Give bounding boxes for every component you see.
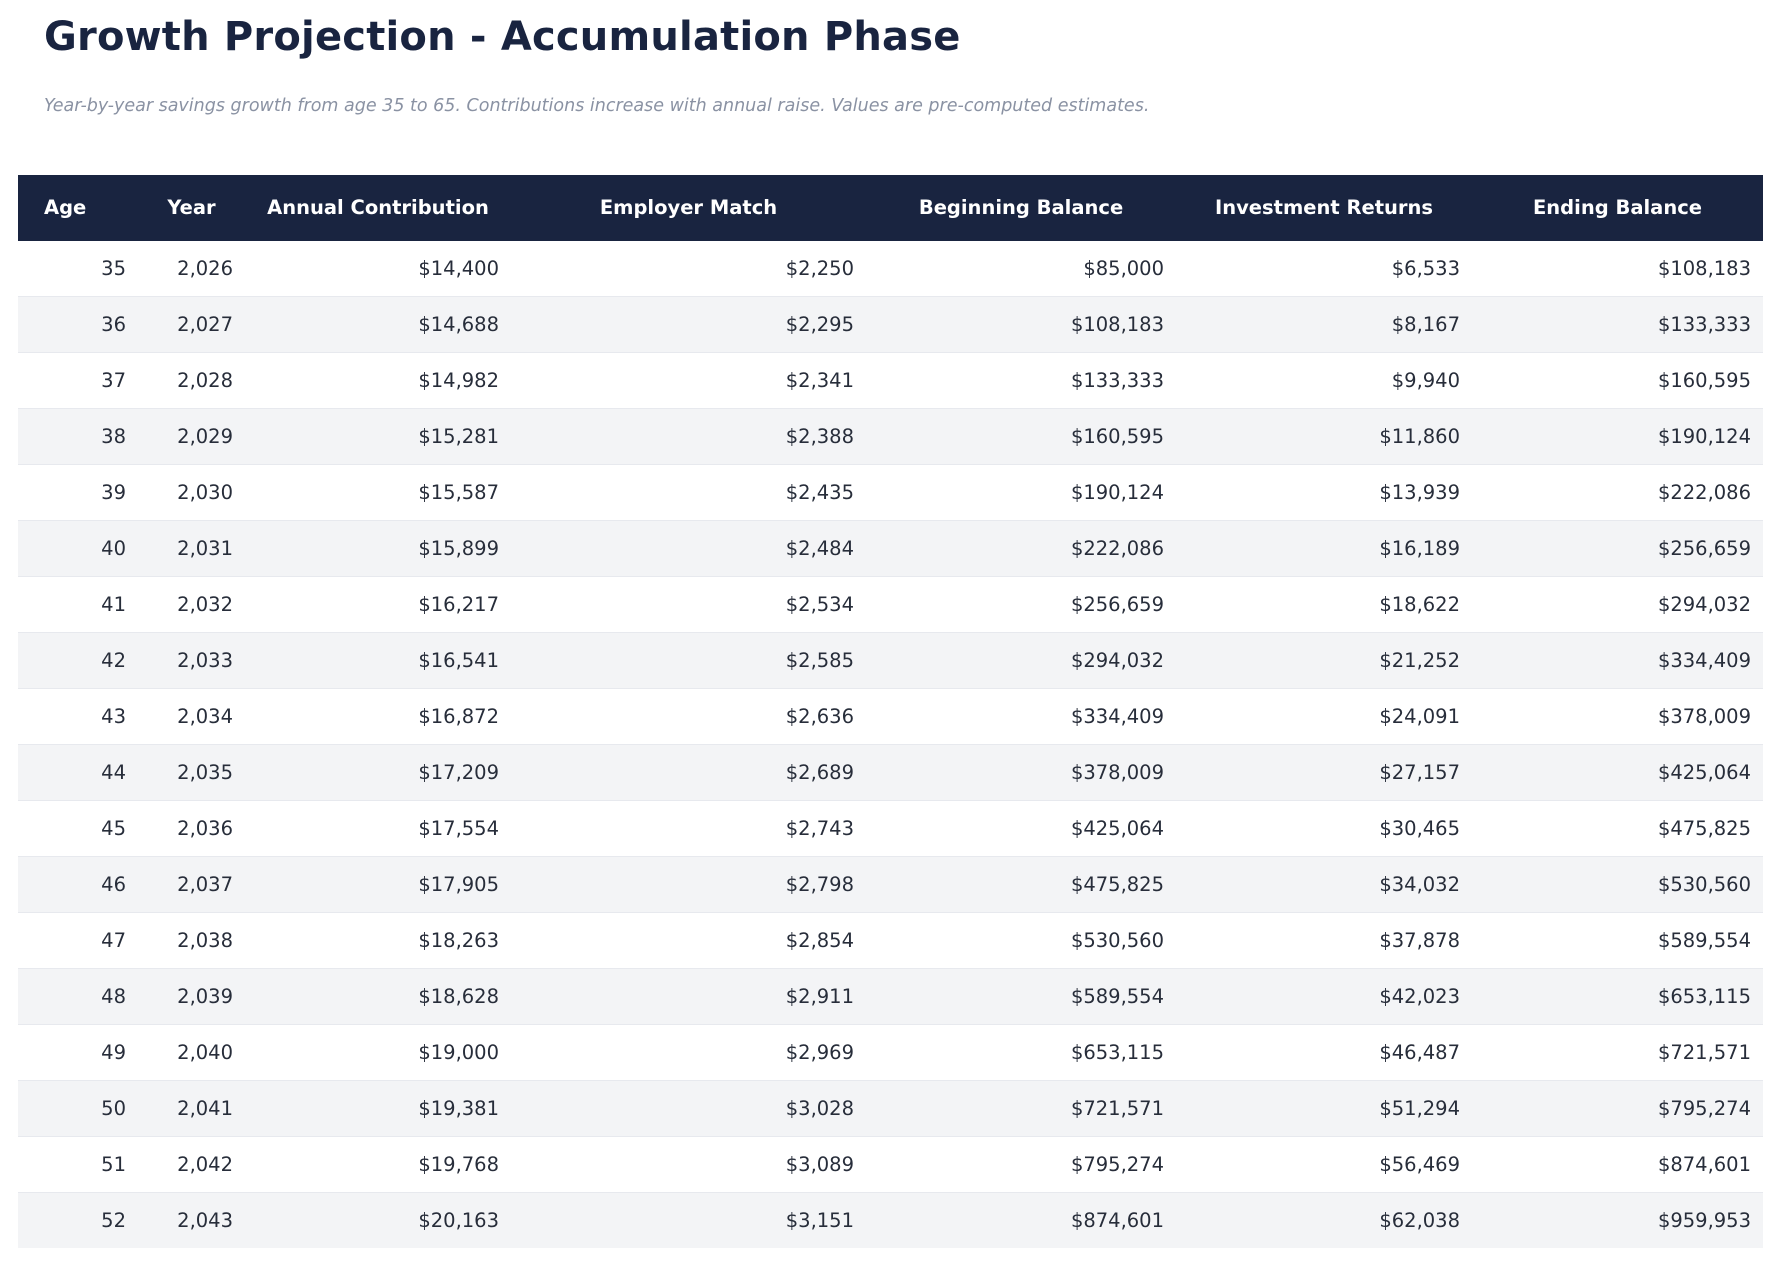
cell-age: 42 (18, 632, 138, 688)
cell-age: 52 (18, 1192, 138, 1248)
table-row (18, 744, 1763, 800)
cell-employer-match: $2,388 (511, 408, 866, 464)
cell-year: 2,036 (138, 800, 245, 856)
cell-annual-contribution: $14,688 (245, 296, 511, 352)
cell-annual-contribution: $17,554 (245, 800, 511, 856)
cell-ending-balance: $190,124 (1472, 408, 1763, 464)
table-row (18, 296, 1763, 352)
cell-year: 2,035 (138, 744, 245, 800)
cell-annual-contribution: $16,872 (245, 688, 511, 744)
cell-age: 44 (18, 744, 138, 800)
cell-investment-returns: $6,533 (1391, 256, 1460, 280)
table-row (18, 968, 1763, 1024)
cell-employer-match: $2,911 (511, 968, 866, 1024)
cell-age: 41 (18, 576, 138, 632)
cell-investment-returns: $34,032 (1176, 856, 1472, 912)
cell-investment-returns: $21,252 (1176, 632, 1472, 688)
cell-year: 2,038 (138, 912, 245, 968)
cell-annual-contribution: $17,209 (245, 744, 511, 800)
table-row (18, 1136, 1763, 1192)
cell-investment-returns: $42,023 (1176, 968, 1472, 1024)
cell-ending-balance: $160,595 (1472, 352, 1763, 408)
cell-ending-balance: $475,825 (1472, 800, 1763, 856)
cell-age: 37 (18, 352, 138, 408)
cell-year: 2,032 (138, 576, 245, 632)
cell-age: 35 (101, 256, 126, 280)
cell-age: 36 (18, 296, 138, 352)
cell-year: 2,041 (138, 1080, 245, 1136)
table-body (18, 241, 1763, 1248)
cell-annual-contribution: $16,541 (245, 632, 511, 688)
cell-investment-returns: $11,860 (1176, 408, 1472, 464)
cell-year: 2,040 (138, 1024, 245, 1080)
cell-beginning-balance: $190,124 (866, 464, 1176, 520)
cell-year: 2,030 (138, 464, 245, 520)
cell-employer-match: $2,689 (511, 744, 866, 800)
cell-age: 39 (18, 464, 138, 520)
cell-year: 2,042 (138, 1136, 245, 1192)
column-header-year: Year (138, 175, 245, 241)
table-row (18, 856, 1763, 912)
cell-employer-match: $2,484 (511, 520, 866, 576)
cell-ending-balance: $795,274 (1472, 1080, 1763, 1136)
cell-annual-contribution: $15,587 (245, 464, 511, 520)
cell-annual-contribution: $14,982 (245, 352, 511, 408)
cell-ending-balance: $222,086 (1472, 464, 1763, 520)
cell-beginning-balance: $378,009 (866, 744, 1176, 800)
cell-employer-match: $2,743 (511, 800, 866, 856)
cell-ending-balance: $530,560 (1472, 856, 1763, 912)
cell-beginning-balance: $85,000 (1083, 256, 1164, 280)
cell-beginning-balance: $589,554 (866, 968, 1176, 1024)
cell-investment-returns: $27,157 (1176, 744, 1472, 800)
cell-beginning-balance: $653,115 (866, 1024, 1176, 1080)
table-row (18, 408, 1763, 464)
column-header-age: Age (18, 175, 138, 241)
column-header-beginning-balance: Beginning Balance (866, 175, 1176, 241)
cell-beginning-balance: $795,274 (866, 1136, 1176, 1192)
cell-beginning-balance: $475,825 (866, 856, 1176, 912)
cell-beginning-balance: $256,659 (866, 576, 1176, 632)
cell-ending-balance: $334,409 (1472, 632, 1763, 688)
cell-annual-contribution: $18,263 (245, 912, 511, 968)
cell-ending-balance: $874,601 (1472, 1136, 1763, 1192)
cell-ending-balance: $108,183 (1657, 256, 1751, 280)
cell-age: 45 (18, 800, 138, 856)
cell-age: 40 (18, 520, 138, 576)
cell-investment-returns: $62,038 (1176, 1192, 1472, 1248)
cell-employer-match: $2,636 (511, 688, 866, 744)
cell-investment-returns: $8,167 (1176, 296, 1472, 352)
cell-investment-returns: $18,622 (1176, 576, 1472, 632)
cell-employer-match: $2,435 (511, 464, 866, 520)
page-subtitle: Year-by-year savings growth from age 35 to 65. Contributions increase with annual raise. Values are pre-computed estimates. (44, 96, 1150, 117)
page-root (0, 14, 1781, 1248)
cell-age: 50 (18, 1080, 138, 1136)
cell-year: 2,033 (138, 632, 245, 688)
table-row (18, 241, 1763, 297)
cell-employer-match: $2,341 (511, 352, 866, 408)
table-row (18, 1192, 1763, 1248)
cell-beginning-balance: $160,595 (866, 408, 1176, 464)
cell-employer-match: $2,585 (511, 632, 866, 688)
table-row (18, 1080, 1763, 1136)
table-row (18, 800, 1763, 856)
table-row (18, 688, 1763, 744)
cell-age: 47 (18, 912, 138, 968)
cell-ending-balance: $256,659 (1472, 520, 1763, 576)
column-header-annual-contribution: Annual Contribution (245, 175, 511, 241)
table-row (18, 352, 1763, 408)
cell-employer-match: $2,854 (511, 912, 866, 968)
table-row (18, 1024, 1763, 1080)
table-row (18, 912, 1763, 968)
cell-investment-returns: $46,487 (1176, 1024, 1472, 1080)
cell-ending-balance: $294,032 (1472, 576, 1763, 632)
cell-year: 2,031 (138, 520, 245, 576)
cell-investment-returns: $9,940 (1176, 352, 1472, 408)
cell-beginning-balance: $133,333 (866, 352, 1176, 408)
cell-annual-contribution: $14,400 (418, 256, 499, 280)
cell-beginning-balance: $530,560 (866, 912, 1176, 968)
cell-beginning-balance: $721,571 (866, 1080, 1176, 1136)
cell-ending-balance: $653,115 (1472, 968, 1763, 1024)
cell-annual-contribution: $20,163 (245, 1192, 511, 1248)
cell-investment-returns: $24,091 (1176, 688, 1472, 744)
cell-year: 2,034 (138, 688, 245, 744)
table-row (18, 520, 1763, 576)
cell-annual-contribution: $15,899 (245, 520, 511, 576)
cell-investment-returns: $37,878 (1176, 912, 1472, 968)
cell-employer-match: $3,089 (511, 1136, 866, 1192)
cell-ending-balance: $425,064 (1472, 744, 1763, 800)
cell-annual-contribution: $19,000 (245, 1024, 511, 1080)
cell-employer-match: $2,534 (511, 576, 866, 632)
cell-age: 43 (18, 688, 138, 744)
cell-age: 51 (18, 1136, 138, 1192)
cell-investment-returns: $16,189 (1176, 520, 1472, 576)
cell-investment-returns: $56,469 (1176, 1136, 1472, 1192)
cell-ending-balance: $378,009 (1472, 688, 1763, 744)
cell-beginning-balance: $294,032 (866, 632, 1176, 688)
cell-ending-balance: $133,333 (1472, 296, 1763, 352)
growth-projection-table (18, 175, 1763, 1248)
cell-year: 2,037 (138, 856, 245, 912)
cell-employer-match: $3,028 (511, 1080, 866, 1136)
cell-investment-returns: $13,939 (1176, 464, 1472, 520)
cell-employer-match: $2,798 (511, 856, 866, 912)
cell-year: 2,039 (138, 968, 245, 1024)
table-header-row (18, 175, 1763, 241)
cell-annual-contribution: $17,905 (245, 856, 511, 912)
cell-ending-balance: $589,554 (1472, 912, 1763, 968)
cell-investment-returns: $30,465 (1176, 800, 1472, 856)
cell-ending-balance: $959,953 (1472, 1192, 1763, 1248)
cell-year: 2,043 (138, 1192, 245, 1248)
cell-year: 2,026 (177, 256, 233, 280)
cell-annual-contribution: $19,768 (245, 1136, 511, 1192)
page-title: Growth Projection - Accumulation Phase (44, 14, 961, 60)
cell-ending-balance: $721,571 (1472, 1024, 1763, 1080)
cell-year: 2,029 (138, 408, 245, 464)
cell-investment-returns: $51,294 (1176, 1080, 1472, 1136)
cell-annual-contribution: $15,281 (245, 408, 511, 464)
cell-employer-match: $2,250 (785, 256, 854, 280)
column-header-investment-returns: Investment Returns (1176, 175, 1472, 241)
cell-beginning-balance: $425,064 (866, 800, 1176, 856)
cell-beginning-balance: $108,183 (866, 296, 1176, 352)
cell-age: 49 (18, 1024, 138, 1080)
cell-annual-contribution: $18,628 (245, 968, 511, 1024)
cell-year: 2,028 (138, 352, 245, 408)
cell-year: 2,027 (138, 296, 245, 352)
cell-age: 48 (18, 968, 138, 1024)
cell-annual-contribution: $19,381 (245, 1080, 511, 1136)
table-row (18, 576, 1763, 632)
cell-beginning-balance: $334,409 (866, 688, 1176, 744)
table-row (18, 632, 1763, 688)
cell-employer-match: $2,969 (511, 1024, 866, 1080)
table-row (18, 464, 1763, 520)
column-header-ending-balance: Ending Balance (1472, 175, 1763, 241)
cell-beginning-balance: $222,086 (866, 520, 1176, 576)
cell-employer-match: $2,295 (511, 296, 866, 352)
cell-beginning-balance: $874,601 (866, 1192, 1176, 1248)
cell-age: 38 (18, 408, 138, 464)
cell-annual-contribution: $16,217 (245, 576, 511, 632)
column-header-employer-match: Employer Match (511, 175, 866, 241)
cell-employer-match: $3,151 (511, 1192, 866, 1248)
cell-age: 46 (18, 856, 138, 912)
